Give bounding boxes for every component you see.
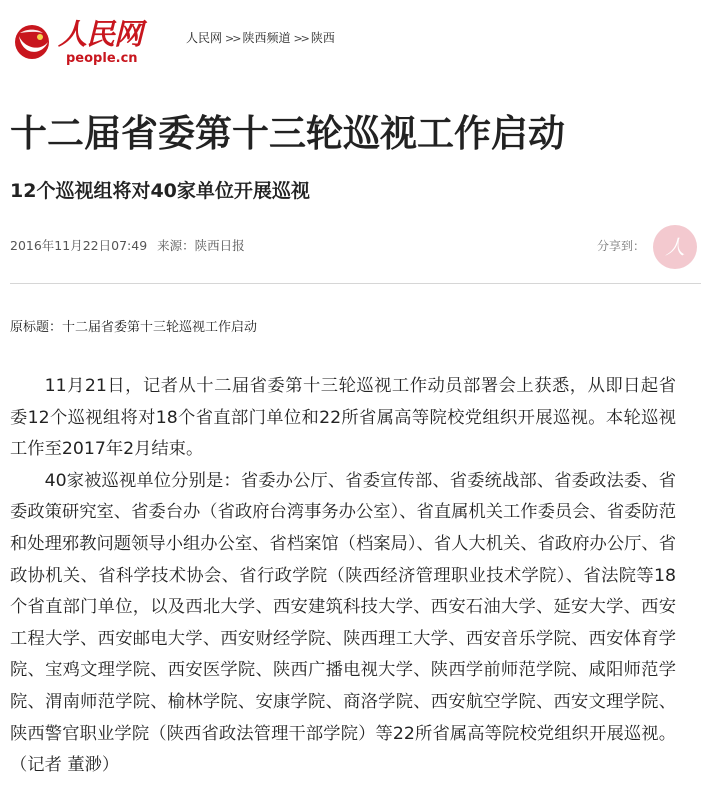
- share-label: 分享到：: [596, 239, 645, 253]
- breadcrumb-item-people[interactable]: 人民网: [186, 31, 223, 45]
- divider: [10, 283, 701, 284]
- article-source: 来源：陕西日报: [157, 238, 245, 253]
- site-logo[interactable]: [12, 12, 143, 70]
- breadcrumb-item-shaanxi-channel[interactable]: 陕西频道: [242, 31, 291, 45]
- publish-date: 2016年11月22日07:49: [10, 238, 148, 253]
- original-title: 原标题：十二届省委第十三轮巡视工作启动: [10, 320, 258, 335]
- logo-text-en: people.cn: [66, 51, 138, 66]
- logo-text-cn: 人民网: [58, 17, 143, 51]
- article-title: 十二届省委第十三轮巡视工作启动: [10, 112, 565, 155]
- breadcrumb-separator: >>: [293, 32, 308, 45]
- people-daily-swirl-icon: [12, 22, 52, 62]
- article-body: [10, 371, 676, 782]
- share-icon-glyph: 人: [665, 235, 685, 259]
- breadcrumb: [186, 30, 335, 47]
- breadcrumb-item-shaanxi[interactable]: 陕西: [310, 31, 335, 45]
- article-subtitle: 12个巡视组将对40家单位开展巡视: [10, 180, 310, 202]
- body-paragraph: 11月21日，记者从十二届省委第十三轮巡视工作动员部署会上获悉，从即日起省委12个巡视组将对18个省直部门单位和22所省属高等院校党组织开展巡视。本轮巡视工作至2017年2月结束。: [10, 376, 676, 460]
- site-header: [0, 0, 701, 80]
- body-paragraph: 40家被巡视单位分别是：省委办公厅、省委宣传部、省委统战部、省委政法委、省委政策研究室、省委台办（省政府台湾事务办公室）、省直属机关工作委员会、省委防范和处理邪教问题领导小组办公室、省档案馆（档案局）、省人大机关、省政府办公厅、省政协机关、省科学技术协会、省行政学院（陕西经济管理职业技术学院）、省法院等18个省直部门单位，以及西北大学、西安建筑科技大学、西安石油大学、延安大学、西安工程大学、西安邮电大学、西安财经学院、陕西理工大学、西安音乐学院、西安体育学院、宝鸡文理学院、西安医学院、陕西广播电视大学、陕西学前师范学院、咸阳师范学院、渭南师范学院、榆林学院、安康学院、商洛学院、西安航空学院、西安文理学院、陕西警官职业学院（陕西省政法管理干部学院）等22所省属高等院校党组织开展巡视。（记者 董渺）: [10, 470, 676, 776]
- people-share-icon[interactable]: [653, 225, 697, 269]
- article-meta: [10, 237, 245, 255]
- breadcrumb-separator: >>: [225, 32, 240, 45]
